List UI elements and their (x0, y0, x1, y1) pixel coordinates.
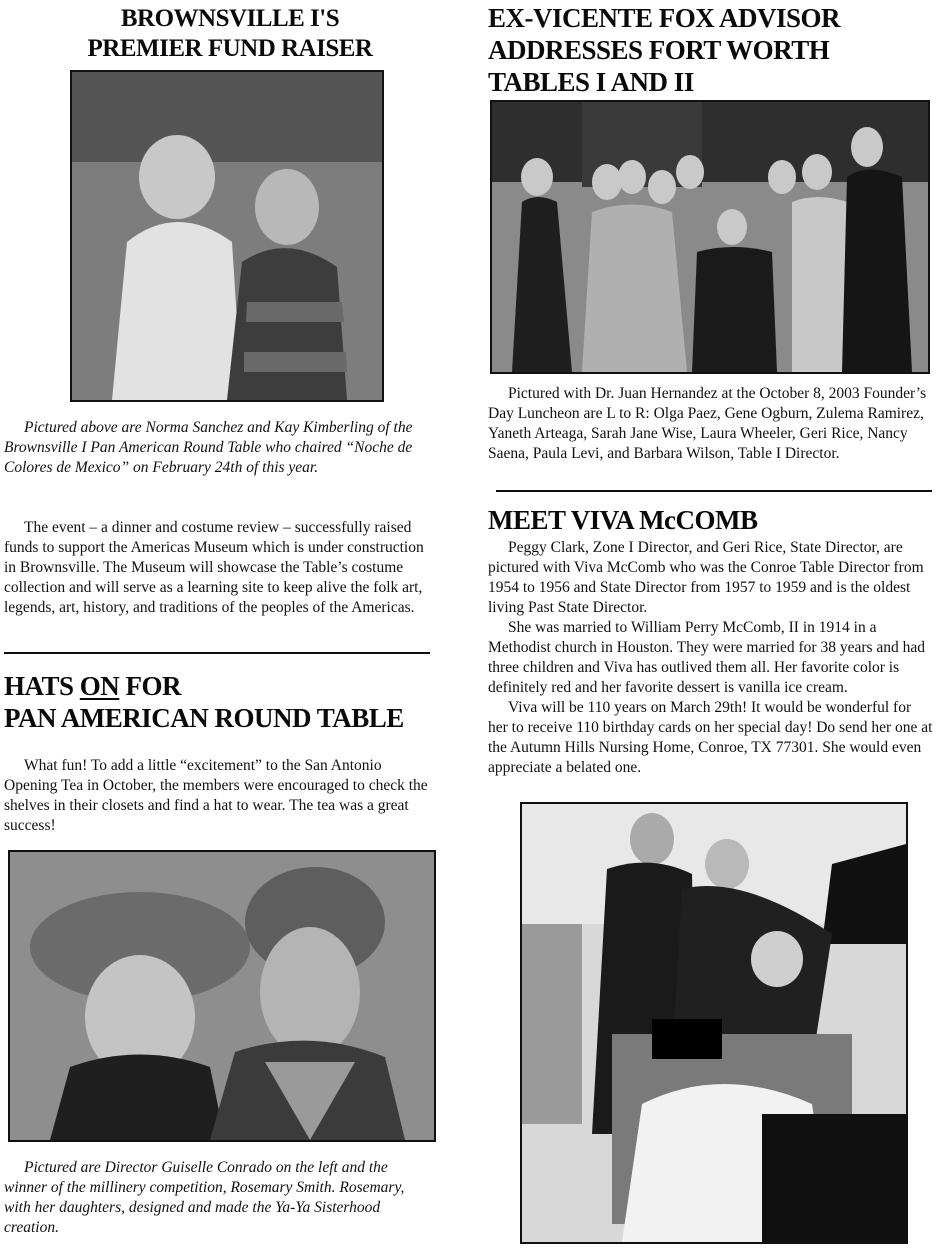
brownsville-photo (70, 70, 384, 402)
fox-headline (488, 2, 928, 98)
hats-headline-pre: HATS (4, 671, 80, 701)
hats-caption: Pictured are Director Guiselle Conrado on the left and the winner of the millinery competition, Rosemary Smith. Rosemary, with her daughters, designed and made the Ya-Ya Sisterhood creation. (4, 1159, 405, 1236)
brownsville-headline (40, 4, 420, 64)
fox-headline-line3: TABLES I AND II (488, 67, 694, 97)
hats-headline-on: ON (79, 671, 120, 701)
viva-body (488, 538, 934, 778)
brownsville-headline-line2: PREMIER FUND RAISER (87, 35, 373, 62)
hats-body: What fun! To add a little “excitement” to the San Antonio Opening Tea in October, the members were encouraged to check the shelves in their closets and find a hat to wear. The tea was a great success! (4, 757, 428, 834)
fox-headline-line2: ADDRESSES FORT WORTH (488, 35, 830, 65)
hats-headline-post: FOR (119, 671, 182, 701)
fox-headline-line1: EX-VICENTE FOX ADVISOR (488, 3, 841, 33)
fox-caption: Pictured with Dr. Juan Hernandez at the October 8, 2003 Founder’s Day Luncheon are L to R: Olga Paez, Gene Ogburn, Zulema Ramirez, Yaneth Arteaga, Sarah Jane Wise, Laura Wheeler, Geri Rice, Nancy Saena, Paula Levi, and Barbara Wilson, Table I Director. (488, 385, 927, 462)
left-divider (4, 652, 430, 654)
viva-headline (488, 504, 928, 536)
brownsville-headline-line1: BROWNSVILLE I'S (120, 5, 340, 32)
right-divider (496, 490, 932, 492)
viva-para3: Viva will be 110 years on March 29th! It would be wonderful for her to receive 110 birthday cards on her special day! Do send her one at the Autumn Hills Nursing Home, Conroe, TX 77301. She would even appreciate a belated one. (488, 699, 933, 776)
brownsville-body: The event – a dinner and costume review – successfully raised funds to support the Americas Museum which is under construction in Brownsville. The Museum will showcase the Table’s costume collection and will serve as a learning site to keep alive the folk art, legends, art, history, and traditions of the peoples of the Americas. (4, 519, 424, 616)
fox-photo (490, 100, 930, 374)
hats-headline-line2: PAN AMERICAN ROUND TABLE (4, 703, 404, 733)
brownsville-caption: Pictured above are Norma Sanchez and Kay Kimberling of the Brownsville I Pan American Round Table who chaired “Noche de Colores de Mexico” on February 24th of this year. (4, 419, 413, 476)
hats-photo (8, 850, 436, 1142)
hats-headline (4, 670, 432, 734)
viva-photo (520, 802, 908, 1244)
viva-para2: She was married to William Perry McComb, II in 1914 in a Methodist church in Houston. They were married for 38 years and had three children and Viva has outlived them all. Her favorite color is definitely red and her favorite dessert is vanilla ice cream. (488, 619, 926, 696)
viva-headline-text: MEET VIVA McCOMB (488, 505, 758, 535)
viva-para1: Peggy Clark, Zone I Director, and Geri Rice, State Director, are pictured with Viva McComb who was the Conroe Table Director from 1954 to 1956 and State Director from 1957 to 1959 and is the oldest living Past State Director. (488, 539, 924, 616)
